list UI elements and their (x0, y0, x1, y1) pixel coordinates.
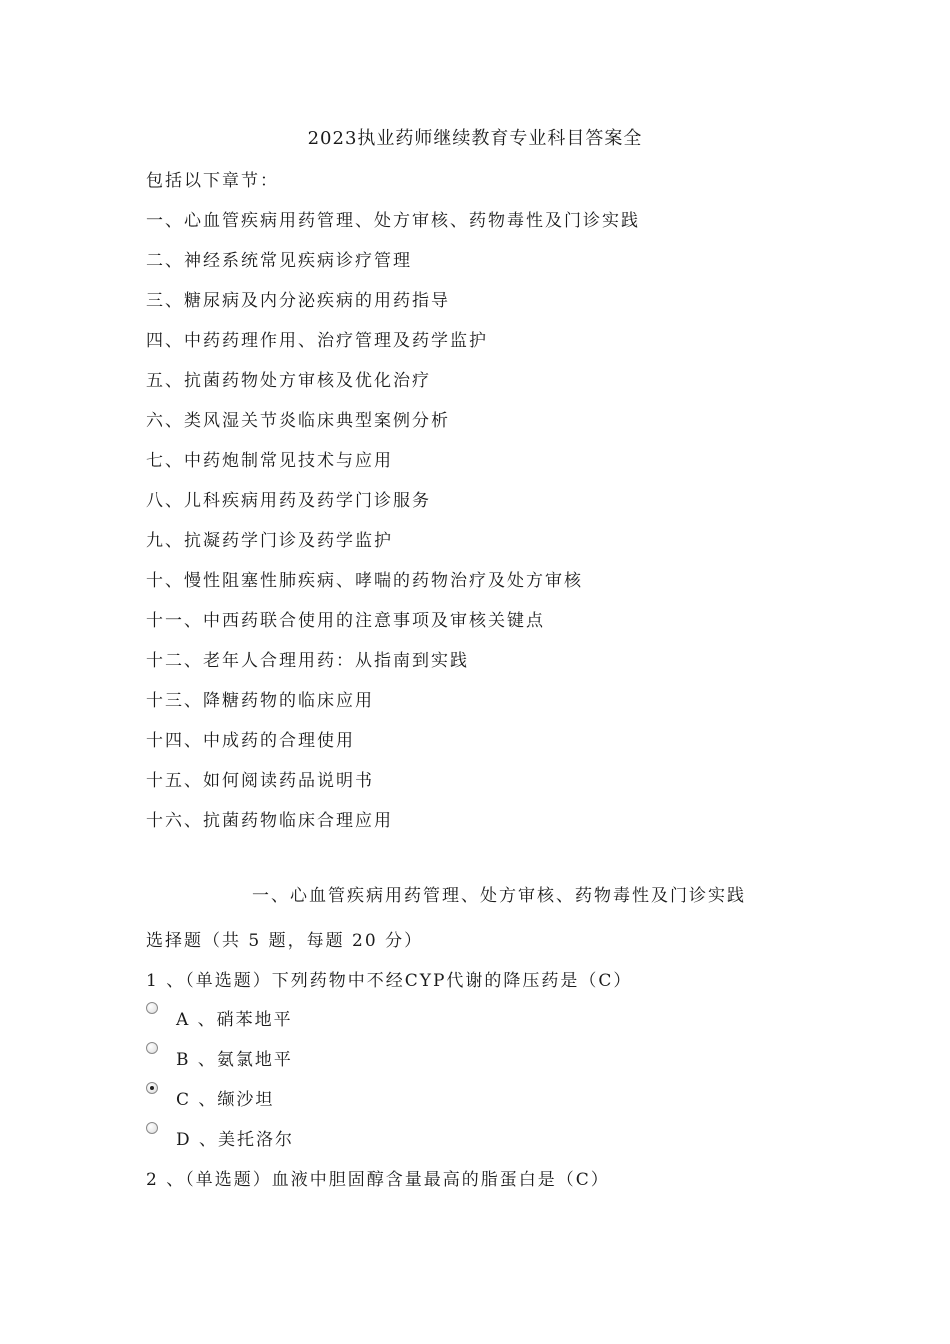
chapter-item: 十、慢性阻塞性肺疾病、哮喘的药物治疗及处方审核 (146, 571, 583, 591)
chapter-item: 三、糖尿病及内分泌疾病的用药指导 (146, 291, 450, 311)
option-label: B 、氨氯地平 (176, 1050, 293, 1070)
intro-text: 包括以下章节： (146, 171, 279, 191)
chapter-item: 七、中药炮制常见技术与应用 (146, 451, 393, 471)
chapter-item: 一、心血管疾病用药管理、处方审核、药物毒性及门诊实践 (146, 211, 640, 231)
chapter-item: 十五、如何阅读药品说明书 (146, 771, 374, 791)
radio-unchecked-icon[interactable] (146, 1122, 158, 1134)
option-label: A 、硝苯地平 (176, 1010, 293, 1030)
chapter-item: 十四、中成药的合理使用 (146, 731, 355, 751)
chapter-item: 十三、降糖药物的临床应用 (146, 691, 374, 711)
radio-unchecked-icon[interactable] (146, 1042, 158, 1054)
chapter-item: 九、抗凝药学门诊及药学监护 (146, 531, 393, 551)
document-title: 2023执业药师继续教育专业科目答案全 (307, 128, 643, 149)
chapter-item: 八、儿科疾病用药及药学门诊服务 (146, 491, 431, 511)
chapter-item: 五、抗菌药物处方审核及优化治疗 (146, 371, 431, 391)
question-1-text: 1 、（单选题）下列药物中不经CYP代谢的降压药是（C） (146, 971, 633, 991)
chapter-item: 二、神经系统常见疾病诊疗管理 (146, 251, 412, 271)
chapter-item: 十六、抗菌药物临床合理应用 (146, 811, 393, 831)
option-label: C 、缬沙坦 (176, 1090, 275, 1110)
chapter-item: 十二、老年人合理用药：从指南到实践 (146, 651, 469, 671)
chapter-item: 六、类风湿关节炎临床典型案例分析 (146, 411, 450, 431)
quiz-info: 选择题（共 5 题，每题 20 分） (146, 931, 424, 951)
chapter-item: 十一、中西药联合使用的注意事项及审核关键点 (146, 611, 545, 631)
radio-unchecked-icon[interactable] (146, 1002, 158, 1014)
section-heading: 一、心血管疾病用药管理、处方审核、药物毒性及门诊实践 (252, 886, 746, 906)
chapter-item: 四、中药药理作用、治疗管理及药学监护 (146, 331, 488, 351)
option-label: D 、美托洛尔 (176, 1130, 295, 1150)
radio-checked-icon[interactable] (146, 1082, 158, 1094)
question-2-text: 2 、（单选题）血液中胆固醇含量最高的脂蛋白是（C） (146, 1170, 610, 1190)
